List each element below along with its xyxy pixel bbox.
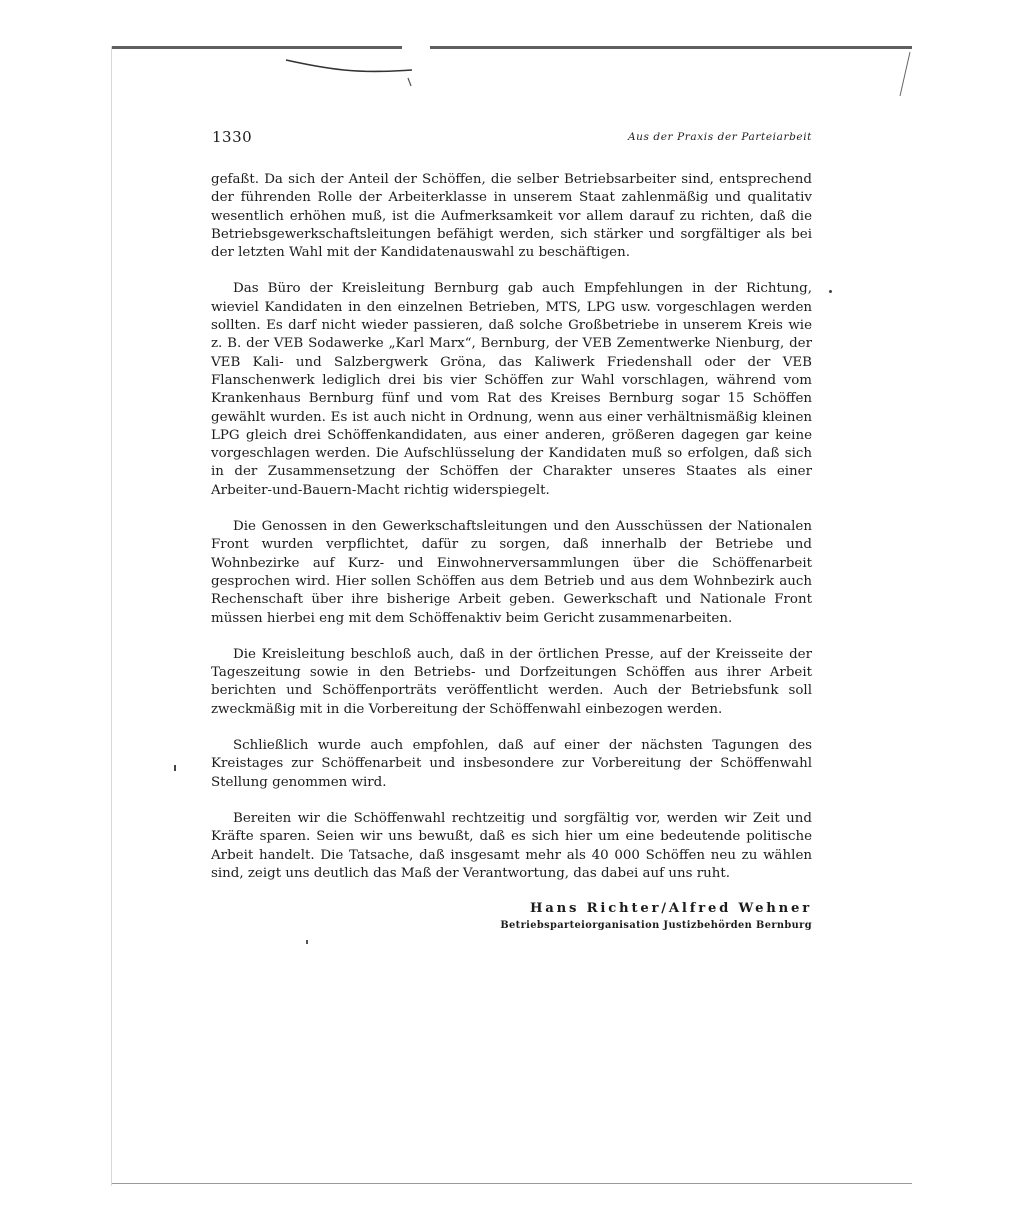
paragraph: Die Kreisleitung beschloß auch, daß in der örtlichen Presse, auf der Kreisseite der Tageszeitung sowie in den Betriebs- und Dorfzeitungen Schöffen aus ihrer Arbeit berichten und Schöffenporträts veröffentlicht werden. Auch der Betriebsfunk soll zweckmäßig mit in die Vorbereitung der Schöffenwahl einbezogen werden.	[211, 646, 812, 717]
paragraph: Schließlich wurde auch empfohlen, daß auf einer der nächsten Tagungen des Kreistages zur Schöffenarbeit und insbesondere zur Vorbereitung der Schöffenwahl Stellung genommen wird.	[211, 738, 812, 790]
paragraph: Das Büro der Kreisleitung Bernburg gab auch Empfehlungen in der Richtung, wieviel Kandidaten in den einzelnen Betrieben, MTS, LPG usw. vorgeschlagen werden sollten. Es darf nicht wieder passieren, daß solche Großbetriebe in unserem Kreis wie z. B. der VEB Sodawerke „Karl Marx“, Bernburg, der VEB Zementwerke Nienburg, der VEB Kali- und Salzbergwerk Gröna, das Kaliwerk Friedenshall oder der VEB Flanschenwerk lediglich drei bis vier Schöffen zur Wahl vorschlagen, während vom Krankenhaus Bernburg fünf und vom Rat des Kreises Bernburg sogar 15 Schöffen gewählt wurden. Es ist auch nicht in Ordnung, wenn aus einer verhältnismäßig kleinen LPG gleich drei Schöffenkandidaten, aus einer anderen, größeren dagegen gar keine vorgeschlagen werden. Die Aufschlüsselung der Kandidaten muß so erfolgen, daß sich in der Zusammensetzung der Schöffen der Charakter unseres Staates als einer Arbeiter-und-Bauern-Macht richtig widerspiegelt.	[211, 281, 812, 498]
paragraph: Die Genossen in den Gewerkschaftsleitungen und den Ausschüssen der Nationalen Front wurden verpflichtet, dafür zu sorgen, daß innerhalb der Betriebe und Wohnbezirke auf Kurz- und Einwohnerversammlungen über die Schöffenarbeit gesprochen wird. Hier sollen Schöffen aus dem Betrieb und aus dem Wohnbezirk auch Rechenschaft über ihre bisherige Arbeit geben. Gewerkschaft und Nationale Front müssen hierbei eng mit dem Schöffenaktiv beim Gericht zusammenarbeiten.	[211, 519, 812, 626]
speck-mark	[829, 290, 832, 293]
scan-border-left	[111, 46, 112, 1186]
scan-border-top	[112, 46, 912, 49]
speck-mark	[174, 765, 176, 771]
running-head: Aus der Praxis der Parteiarbeit	[627, 131, 812, 143]
speck-mark	[306, 940, 308, 944]
author-signature: Hans Richter/Alfred Wehner	[530, 901, 812, 917]
ink-stroke-mark	[284, 56, 424, 92]
author-affiliation: Betriebsparteiorganisation Justizbehörden Bernburg	[500, 920, 812, 932]
article-body	[211, 171, 812, 931]
paragraph: gefaßt. Da sich der Anteil der Schöffen, die selber Betriebsarbeiter sind, entsprechend der führenden Rolle der Arbeiterklasse in unserem Staat zahlenmäßig und qualitativ wesentlich erhöhen muß, ist die Aufmerksamkeit vor allem darauf zu richten, daß die Betriebsgewerkschaftsleitungen befähigt werden, sich stärker und sorgfältiger als bei der letzten Wahl mit der Kandidatenauswahl zu beschäftigen.	[211, 172, 812, 261]
scan-border-bottom	[112, 1183, 912, 1184]
page-number: 1330	[212, 128, 253, 146]
edge-scratch-mark	[896, 50, 916, 100]
paragraph: Bereiten wir die Schöffenwahl rechtzeitig und sorgfältig vor, werden wir Zeit und Kräfte sparen. Seien wir uns bewußt, daß es sich hier um eine bedeutende politische Arbeit handelt. Die Tatsache, daß insgesamt mehr als 40 000 Schöffen neu zu wählen sind, zeigt uns deutlich das Maß der Verantwortung, das dabei auf uns ruht.	[211, 810, 812, 881]
